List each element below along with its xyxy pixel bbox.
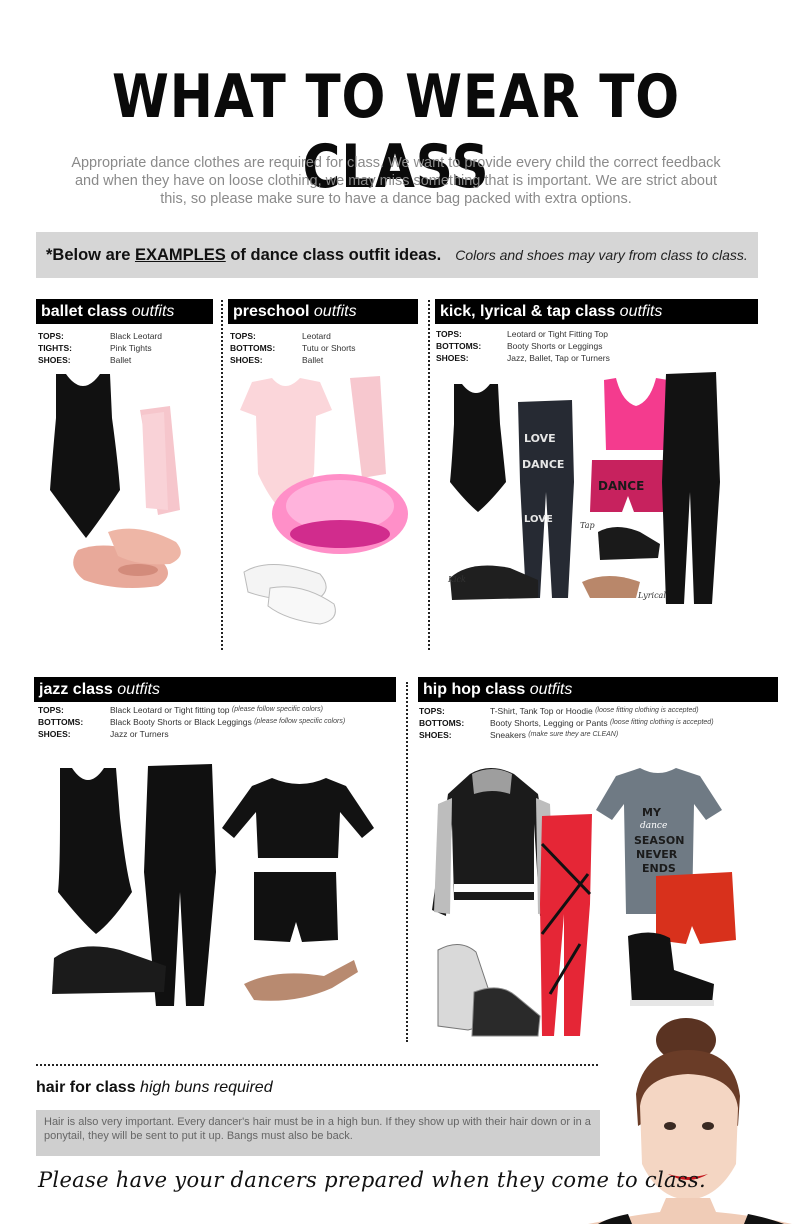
hair-section-title: hair for class high buns required (36, 1079, 273, 1096)
preschool-outfit-illustration (230, 374, 415, 634)
tap-label: Tap (580, 521, 595, 530)
examples-banner (36, 232, 758, 278)
black-leggings (662, 372, 720, 604)
jazz-requirements: TOPS: Black Leotard or Tight fitting top (please follow specific colors) BOTTOMS: Black Booty Shorts or Black Leggings (please follow specific colors) SHOES: Jazz or Turners (38, 705, 346, 739)
black-leotard (58, 768, 132, 934)
divider-vertical (428, 300, 430, 650)
kick-lyrical-tap-section-header: kick, lyrical & tap class outfits (435, 299, 758, 324)
closing-message: Please have your dancers prepared when they come to class. (38, 1168, 706, 1192)
jazz-shoe (52, 946, 166, 994)
divider-vertical (221, 300, 223, 650)
svg-text:LOVE: LOVE (524, 514, 553, 525)
hiphop-section-header: hip hop class outfits (418, 677, 778, 702)
hiphop-outfit-illustration (430, 764, 760, 1046)
hair-instructions: Hair is also very important. Every dancer's hair must be in a high bun. If they show up with their hair down or in a ponytail, they will be sent to put it up. Bangs must also be back. (36, 1110, 600, 1156)
pink-legwarmers (350, 376, 386, 478)
black-leotard (450, 384, 506, 512)
shirt-text-season: SEASON (634, 834, 685, 847)
kick-label: Kick (448, 575, 466, 584)
shirt-text-never: NEVER (636, 848, 678, 861)
examples-note: Colors and shoes may vary from class to class. (455, 247, 748, 263)
ballet-outfit-illustration (38, 370, 213, 600)
ballet-requirements: TOPS: Black Leotard TIGHTS: Pink Tights SHOES: Ballet (38, 331, 162, 365)
red-booty-shorts (656, 872, 736, 944)
black-leotard (50, 374, 120, 538)
ballet-section-header: ballet class outfits (36, 299, 213, 324)
svg-text:DANCE: DANCE (598, 479, 645, 493)
examples-emphasis: EXAMPLES (134, 245, 226, 264)
svg-text:DANCE: DANCE (522, 458, 565, 471)
kick-requirements: TOPS: Leotard or Tight Fitting Top BOTTOMS: Booty Shorts or Leggings SHOES: Jazz, Ballet, Tap or Turners (436, 329, 610, 363)
examples-heading: *Below are EXAMPLES of dance class outfit ideas. (46, 245, 442, 264)
kick-outfit-illustration (440, 372, 758, 612)
jazz-outfit-illustration (40, 762, 400, 1012)
pink-sports-top (604, 378, 668, 450)
preschool-requirements: TOPS: Leotard BOTTOMS: Tutu or Shorts SHOES: Ballet (230, 331, 356, 365)
preschool-section-header: preschool outfits (228, 299, 418, 324)
half-sole-turners (244, 960, 358, 1001)
dancer-portrait (588, 1016, 792, 1224)
love-dance-leggings (518, 400, 574, 598)
lyrical-half-sole (582, 576, 640, 598)
jazz-section-header: jazz class outfits (34, 677, 396, 702)
black-long-sleeve-top (222, 778, 374, 858)
lyrical-label: Lyrical (638, 591, 666, 600)
divider-horizontal (36, 1064, 598, 1066)
shirt-text-dance: dance (640, 821, 668, 831)
page-title: WHAT TO WEAR TO CLASS (111, 62, 680, 202)
shirt-text-my: MY (642, 806, 661, 819)
tap-shoe (598, 527, 660, 560)
black-booty-shorts (254, 872, 338, 942)
hiphop-requirements: TOPS: T-Shirt, Tank Top or Hoodie (loose fitting clothing is accepted) BOTTOMS: Booty Shorts, Legging or Pants (loose fitting clothing is accepted) SHOES: Sneakers (make sure they are CLEAN) (419, 706, 714, 740)
black-sneaker (472, 988, 540, 1036)
divider-vertical (406, 682, 408, 1042)
svg-text:LOVE: LOVE (524, 432, 556, 445)
shirt-text-ends: ENDS (642, 862, 676, 875)
intro-paragraph: Appropriate dance clothes are required for class. We want to provide every child the correct feedback and when they have on loose clothing, we may miss something that is important. We are strict about this, so please make sure to have a dance bag packed with extra options. (71, 155, 721, 207)
